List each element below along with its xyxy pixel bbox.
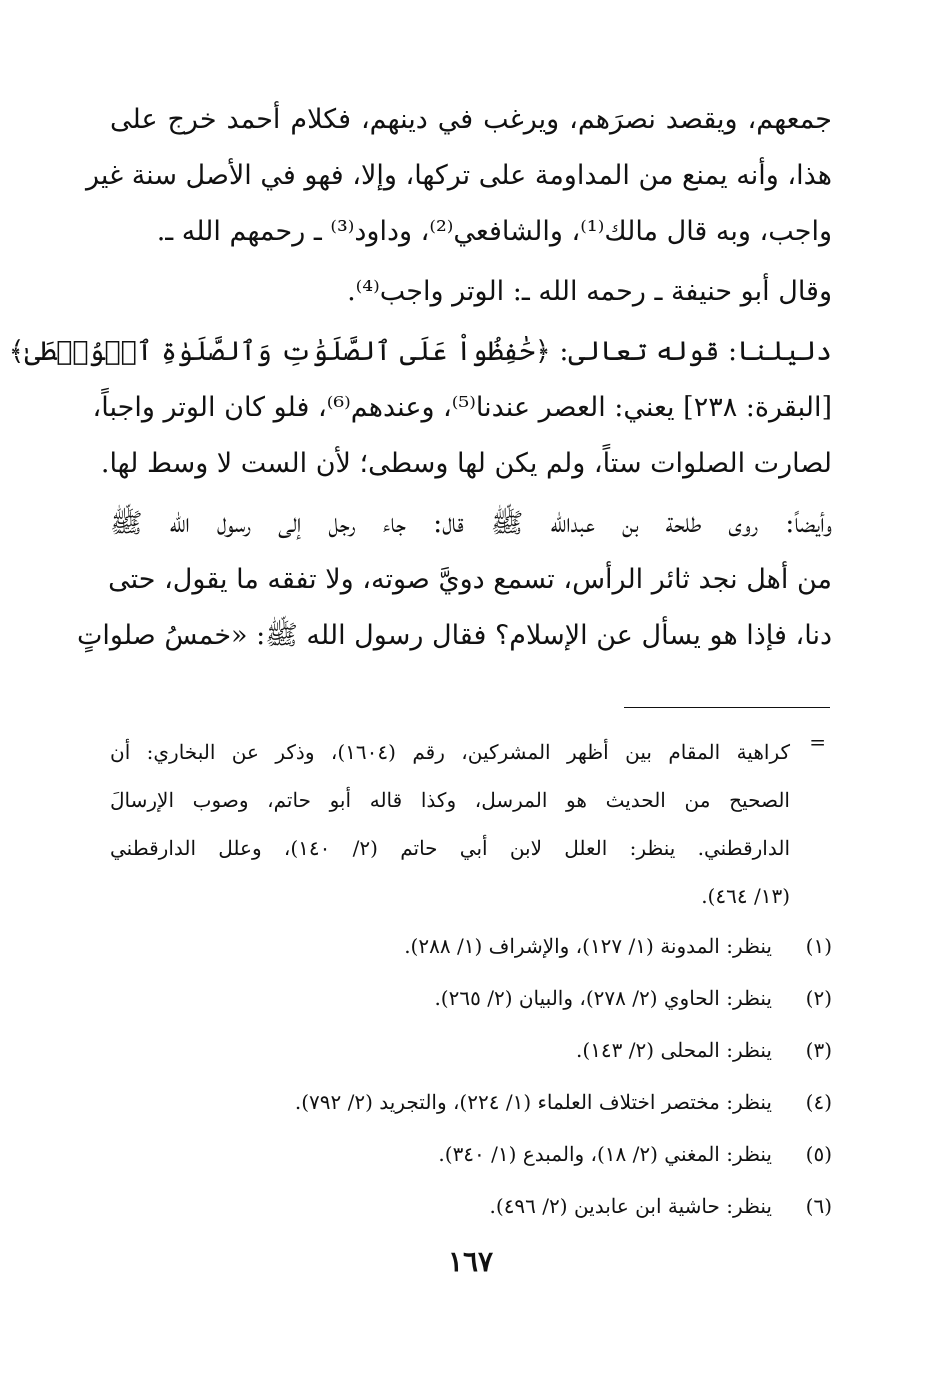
- footnote-2: [110, 972, 832, 1024]
- footnote-line: الصحيح من الحديث هو المرسل، وكذا قاله أبو حاتم، وصوب الإرسالَ: [110, 788, 790, 812]
- text-line: جمعهم، ويقصد نصرَهم، ويرغب في دينهم، فكلام أحمد خرج على: [110, 104, 832, 135]
- footnote-5: [110, 1128, 832, 1180]
- footnote-3: [110, 1024, 832, 1076]
- text-line: هذا، وأنه يمنع من المداومة على تركها، وإلا، فهو في الأصل سنة غير: [85, 160, 832, 191]
- text-line: وقال أبو حنيفة ـ رحمه الله ـ: الوتر واجب⁽⁴⁾.: [347, 276, 832, 307]
- text-line: واجب، وبه قال مالك⁽¹⁾، والشافعي⁽²⁾، وداود⁽³⁾ ـ رحمهم الله ـ.: [156, 216, 832, 247]
- footnotes: [110, 728, 832, 1232]
- footnote-text: ينظر: مختصر اختلاف العلماء (١/ ٢٢٤)، والتجريد (٢/ ٧٩٢).: [294, 1090, 772, 1114]
- footnote-text: ينظر: حاشية ابن عابدين (٢/ ٤٩٦).: [489, 1194, 772, 1218]
- footnote-number: (١): [805, 934, 832, 958]
- footnote-continuation: [110, 728, 832, 920]
- footnote-number: (٤): [805, 1090, 832, 1114]
- footnote-line: (١٣/ ٤٦٤).: [701, 884, 790, 908]
- text-line: [البقرة: ٢٣٨] يعني: العصر عندنا⁽⁵⁾، وعندهم⁽⁶⁾، فلو كان الوتر واجباً،: [92, 392, 832, 423]
- footnote-text: ينظر: المحلى (٢/ ١٤٣).: [576, 1038, 772, 1062]
- text-line: وأيضاً: روى طلحة بن عبدالله ﷺ قال: جاء رجل إلى رسول الله ﷺ: [110, 508, 832, 539]
- footnote-text: ينظر: الحاوي (٢/ ٢٧٨)، والبيان (٢/ ٢٦٥).: [434, 986, 772, 1010]
- footnote-4: [110, 1076, 832, 1128]
- text-line: من أهل نجد ثائر الرأس، تسمع دويَّ صوته، ولا تفقه ما يقول، حتى: [108, 564, 832, 595]
- footnote-number: (٥): [805, 1142, 832, 1166]
- footnote-line: الدارقطني. ينظر: العلل لابن أبي حاتم (٢/ ١٤٠)، وعلل الدارقطني: [110, 836, 790, 860]
- footnote-text: ينظر: المغني (٢/ ١٨)، والمبدع (١/ ٣٤٠).: [438, 1142, 772, 1166]
- continuation-mark: =: [809, 730, 826, 754]
- footnote-1: [110, 920, 832, 972]
- text-line: لصارت الصلوات ستاً، ولم يكن لها وسطى؛ لأن الست لا وسط لها.: [100, 448, 832, 479]
- footnote-number: (٣): [805, 1038, 832, 1062]
- footnote-number: (٢): [805, 986, 832, 1010]
- text-line: دنا، فإذا هو يسأل عن الإسلام؟ فقال رسول الله ﷺ: «خمسُ صلواتٍ: [77, 620, 832, 651]
- main-text: [8, 92, 832, 664]
- footnote-separator: [624, 707, 830, 708]
- footnote-number: (٦): [805, 1194, 832, 1218]
- text-line: دليلنا: قوله تعالى: ﴿حَٰفِظُواْ عَلَى ٱلصَّلَوَٰتِ وَٱلصَّلَوٰةِ ٱلۡوُسۡطَىٰ﴾: [8, 336, 832, 367]
- footnote-text: ينظر: المدونة (١/ ١٢٧)، والإشراف (١/ ٢٨٨).: [404, 934, 772, 958]
- page-number: ١٦٧: [447, 1245, 494, 1278]
- footnote-line: كراهية المقام بين أظهر المشركين، رقم (١٦٠٤)، وذكر عن البخاري: أن: [110, 740, 790, 764]
- footnote-6: [110, 1180, 832, 1232]
